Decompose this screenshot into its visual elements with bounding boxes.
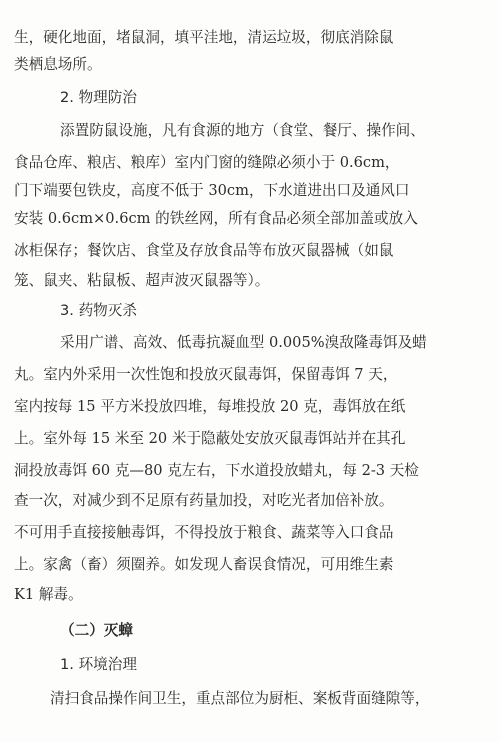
section-heading-environment: 1. 环境治理 — [60, 656, 137, 673]
text-line: 采用广谱、高效、低毒抗凝血型 0.005%溴敌隆毒饵及蜡 — [60, 334, 427, 351]
text-line: 门下端要包铁皮，高度不低于 30cm，下水道进出口及通风口 — [14, 182, 410, 199]
text-line: K1 解毒。 — [14, 586, 83, 603]
text-line: 食品仓库、粮店、粮库）室内门窗的缝隙必须小于 0.6cm， — [14, 154, 400, 171]
text-line: 丸。室内外采用一次性饱和投放灭鼠毒饵，保留毒饵 7 天， — [14, 366, 398, 383]
text-line: 清扫食品操作间卫生，重点部位为厨柜、案板背面缝隙等， — [50, 690, 430, 707]
text-line: 查一次，对减少到不足原有药量加投，对吃光者加倍补放。 — [14, 492, 394, 509]
text-line: 冰柜保存；餐饮店、食堂及存放食品等布放灭鼠器械（如鼠 — [14, 242, 394, 259]
text-line: 类栖息场所。 — [14, 56, 102, 73]
text-line: 上。室外每 15 米至 20 米于隐蔽处安放灭鼠毒饵站并在其孔 — [14, 430, 406, 447]
section-heading-cockroach-control: （二）灭蟑 — [60, 622, 133, 639]
text-line: 洞投放毒饵 60 克—80 克左右，下水道投放蜡丸，每 2-3 天检 — [14, 462, 419, 479]
text-line: 生，硬化地面，堵鼠洞，填平洼地，清运垃圾，彻底消除鼠 — [14, 29, 394, 46]
text-line: 上。家禽（畜）须圈养。如发现人畜误食情况，可用维生素 — [14, 556, 394, 573]
text-line: 笼、鼠夹、粘鼠板、超声波灭鼠器等）。 — [14, 272, 270, 289]
text-line: 添置防鼠设施，凡有食源的地方（食堂、餐厅、操作间、 — [60, 122, 425, 139]
text-line: 室内按每 15 平方米投放四堆，每堆投放 20 克，毒饵放在纸 — [14, 398, 406, 415]
text-line: 不可用手直接接触毒饵，不得投放于粮食、蔬菜等入口食品 — [14, 524, 394, 541]
text-line: 安装 0.6cm×0.6cm 的铁丝网，所有食品必须全部加盖或放入 — [14, 210, 418, 227]
section-heading-physical-control: 2. 物理防治 — [60, 89, 137, 106]
section-heading-chemical-control: 3. 药物灭杀 — [60, 302, 137, 319]
